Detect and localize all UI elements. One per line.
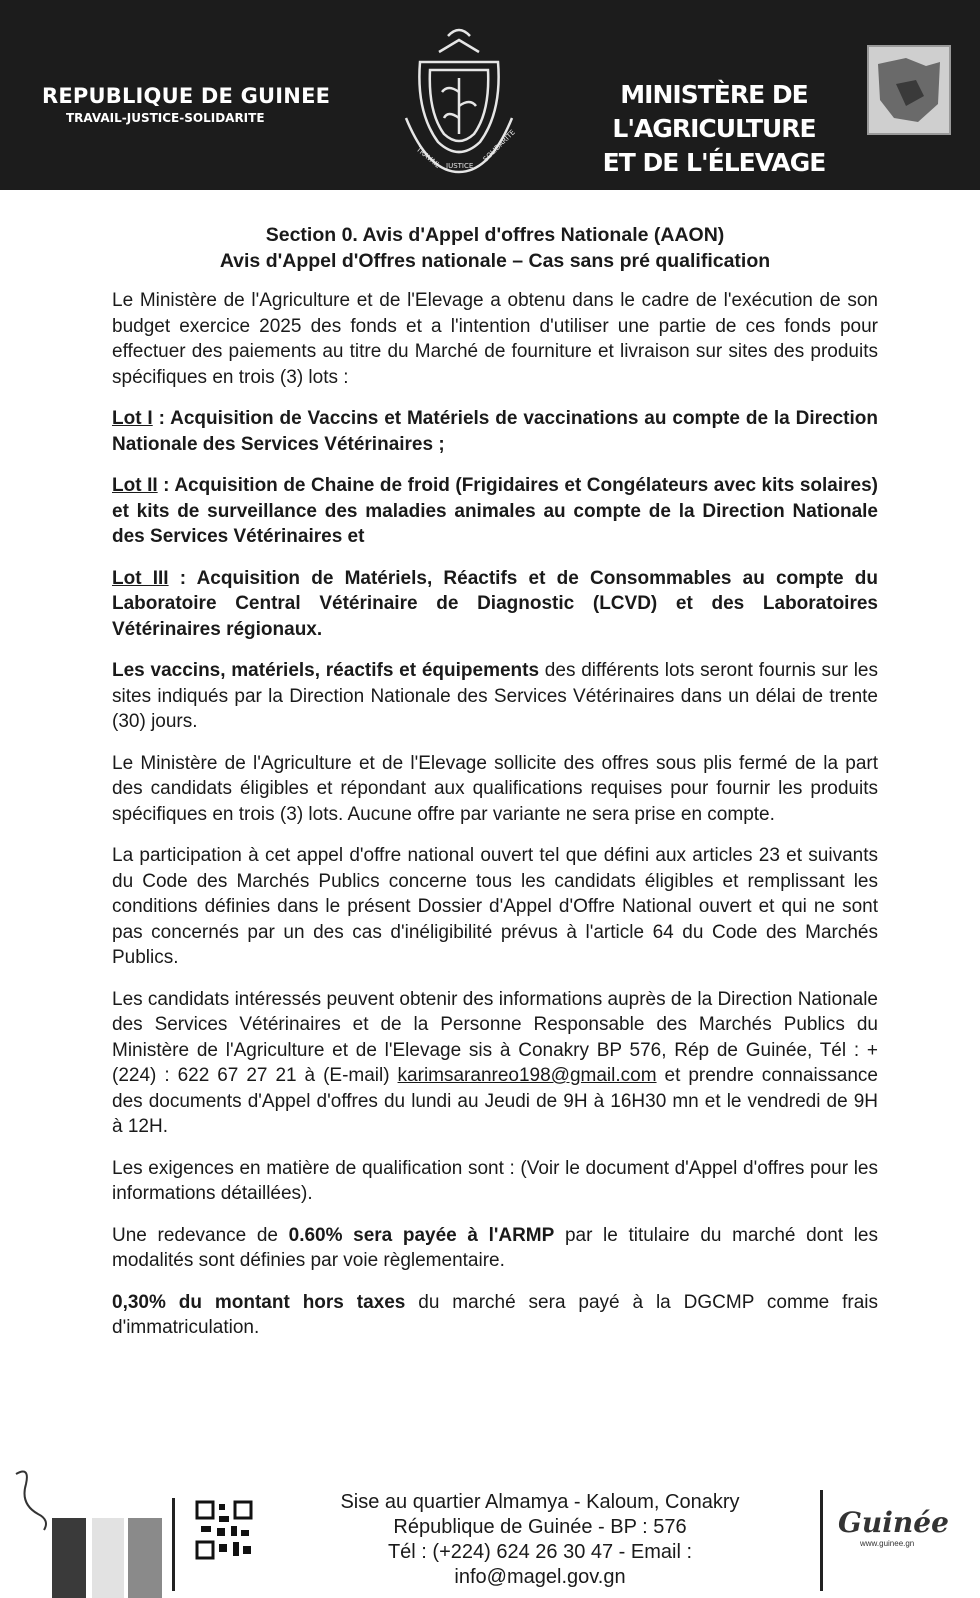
emblem-word-2: JUSTICE	[446, 162, 474, 170]
fee-paragraph	[112, 1223, 878, 1274]
ministry-logo-icon	[866, 44, 952, 136]
ministry-heading	[578, 78, 850, 180]
notice-title	[112, 222, 878, 274]
lot-1-text: : Acquisition de Vaccins et Matériels de vaccinations au compte de la Direction Nationale des Services Vétérinaires ;	[112, 408, 878, 455]
address-line-1: Sise au quartier Almamya - Kaloum, Conakry	[340, 1491, 740, 1513]
ministry-name-line1: MINISTÈRE DE L'AGRICULTURE	[612, 80, 816, 143]
info-text-1: Les candidats intéressés peuvent obtenir des informations auprès de la Direction Nationale des Services Vétérinaires et de la Personne Responsable des Marchés Publics du Ministère de l'Agriculture et de l'Elevage sis à Conakry BP 576, Rép de Guinée, Tél : + (224) : 622 67 27 21 à (E-mail)	[112, 988, 878, 1086]
qualification-paragraph: Les exigences en matière de qualification sont : (Voir le document d'Appel d'offres pour les informations détaillées).	[112, 1157, 878, 1204]
participation-paragraph: La participation à cet appel d'offre national ouvert tel que défini aux articles 23 et suivants du Code des Marchés Publics concerne tous les candidats éligibles et remplissant les conditions définies dans le présent Dossier d'Appel d'Offre National ouvert et qui ne sont pas concernés par un des cas d'inéligibilité prévus à l'article 64 du Code des Marchés Publics.	[112, 845, 878, 968]
republic-name: REPUBLIQUE DE GUINEE	[42, 84, 331, 108]
registration-bold: 0,30% du montant hors taxes	[112, 1291, 406, 1313]
fee-text-1: Une redevance de	[112, 1224, 289, 1246]
lot-2-paragraph	[112, 473, 878, 550]
qr-code-icon[interactable]	[195, 1500, 253, 1560]
guinee-logo	[838, 1506, 948, 1548]
info-text-2: et prendre connaissance des documents d'Appel d'offres du lundi au Jeudi de 9H à 16H30 mn et le vendredi de 9H à 12H.	[112, 1065, 878, 1137]
lot-2-text: : Acquisition de Chaine de froid (Frigidaires et Congélateurs avec kits solaires) et kits de surveillance des maladies animales au compte de la Direction Nationale des Services Vétérinaires et	[112, 475, 878, 547]
letterhead-banner	[0, 0, 980, 190]
notice-title-line1: Section 0. Avis d'Appel d'offres Nationale (AAON)	[265, 224, 725, 246]
lot-3-label: Lot III	[112, 567, 169, 589]
republic-motto: TRAVAIL-JUSTICE-SOLIDARITE	[66, 111, 265, 125]
flag-stripes-icon	[52, 1498, 162, 1598]
guinee-logo-text: Guinée	[838, 1506, 949, 1539]
emblem-word-3: SOLIDARITE	[481, 128, 517, 164]
intro-paragraph: Le Ministère de l'Agriculture et de l'Elevage a obtenu dans le cadre de l'exécution de son budget exercice 2025 des fonds et a l'intention d'utiliser une partie de ces fonds pour effectuer des paiements au titre du Marché de fourniture et livraison sur sites des produits spécifiques en trois (3) lots :	[112, 290, 878, 388]
solicit-paragraph: Le Ministère de l'Agriculture et de l'Elevage sollicite des offres sous plis fermé de la part des candidats éligibles et répondant aux qualifications requises pour fournir les produits spécifiques en trois (3) lots. Aucune offre par variante ne sera prise en compte.	[112, 752, 878, 825]
delivery-bold: Les vaccins, matériels, réactifs et équipements	[112, 660, 540, 681]
notice-body	[112, 222, 878, 1357]
notice-title-line2: Avis d'Appel d'Offres nationale – Cas sans pré qualification	[219, 250, 771, 272]
ministry-name-line2: ET DE L'ÉLEVAGE	[602, 148, 826, 177]
lot-1-paragraph	[112, 406, 878, 457]
address-line-3: Tél : (+224) 624 26 30 47 - Email : info@magel.gov.gn	[387, 1541, 693, 1588]
fee-text-2: par le titulaire du marché dont les modalités sont définies par voie règlementaire.	[112, 1224, 878, 1271]
lot-3-text: : Acquisition de Matériels, Réactifs et de Consommables au compte du Laboratoire Central Vétérinaire de Diagnostic (LCVD) et des Laboratoires Vétérinaires régionaux.	[112, 567, 878, 640]
delivery-text: des différents lots seront fournis sur les sites indiqués par la Direction Nationale des Services Vétérinaires dans un délai de trente (30) jours.	[112, 660, 879, 732]
contact-email-link[interactable]: karimsaranreo198@gmail.com	[397, 1065, 657, 1086]
footer-divider-left	[172, 1498, 175, 1591]
republic-heading	[42, 84, 330, 125]
fee-bold: 0.60% sera payée à l'ARMP	[288, 1224, 555, 1246]
lot-2-label: Lot II	[112, 475, 158, 496]
lot-1-label: Lot I	[112, 408, 153, 429]
guinee-logo-url: www.guinee.gn	[860, 1539, 915, 1548]
coat-of-arms-icon	[398, 22, 520, 182]
registration-text: du marché sera payé à la DGCMP comme frais d'immatriculation.	[112, 1291, 878, 1338]
info-paragraph	[112, 987, 878, 1140]
emblem-word-1: TRAVAIL	[414, 145, 442, 170]
delivery-paragraph	[112, 658, 878, 735]
lot-3-paragraph	[112, 566, 878, 643]
footer-divider-right	[820, 1490, 823, 1591]
letterhead-footer	[0, 1460, 980, 1591]
address-line-2: République de Guinée - BP : 576	[393, 1516, 687, 1538]
registration-paragraph	[112, 1290, 878, 1341]
footer-address	[300, 1490, 780, 1590]
